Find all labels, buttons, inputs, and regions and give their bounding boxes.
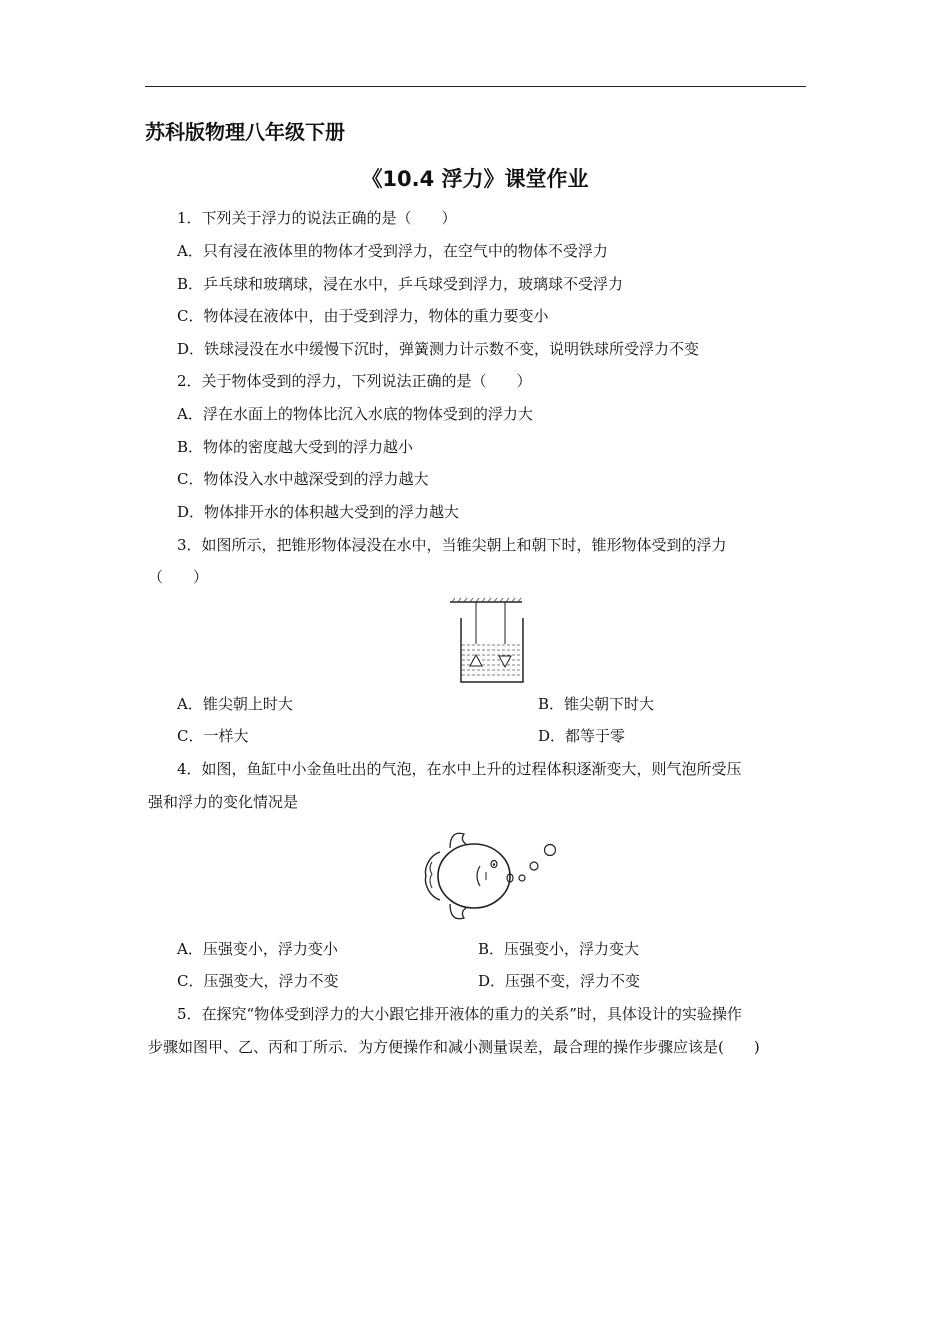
page-title: 《10.4 浮力》课堂作业 bbox=[361, 167, 589, 191]
q4-stem-line1: 4．如图，鱼缸中小金鱼吐出的气泡，在水中上升的过程体积逐渐变大，则气泡所受压 bbox=[177, 760, 742, 778]
q3-option-d[interactable]: D．都等于零 bbox=[538, 727, 626, 745]
q1-option-d[interactable]: D．铁球浸没在水中缓慢下沉时，弹簧测力计示数不变，说明铁球所受浮力不变 bbox=[177, 340, 700, 358]
q1-option-c[interactable]: C．物体浸在液体中，由于受到浮力，物体的重力要变小 bbox=[177, 307, 549, 325]
q4-option-a[interactable]: A．压强变小，浮力变小 bbox=[177, 940, 338, 958]
q3-stem-line1: 3．如图所示，把锥形物体浸没在水中，当锥尖朝上和朝下时，锥形物体受到的浮力 bbox=[177, 536, 727, 554]
q5-stem-line1: 5．在探究“物体受到浮力的大小跟它排开液体的重力的关系”时，具体设计的实验操作 bbox=[177, 1005, 742, 1023]
q2-option-a[interactable]: A．浮在水面上的物体比沉入水底的物体受到的浮力大 bbox=[177, 405, 533, 423]
q3-option-b[interactable]: B．锥尖朝下时大 bbox=[538, 695, 655, 713]
q1-option-b[interactable]: B．乒乓球和玻璃球，浸在水中，乒乓球受到浮力，玻璃球不受浮力 bbox=[177, 275, 624, 293]
q2-option-c[interactable]: C．物体没入水中越深受到的浮力越大 bbox=[177, 470, 429, 488]
q2-stem: 2．关于物体受到的浮力，下列说法正确的是（ ） bbox=[177, 372, 532, 390]
cone-beaker-figure bbox=[446, 598, 526, 684]
q3-option-a[interactable]: A．锥尖朝上时大 bbox=[177, 695, 293, 713]
q1-option-a[interactable]: A．只有浸在液体里的物体才受到浮力，在空气中的物体不受浮力 bbox=[177, 242, 608, 260]
q2-option-b[interactable]: B．物体的密度越大受到的浮力越小 bbox=[177, 438, 414, 456]
q1-stem: 1．下列关于浮力的说法正确的是（ ） bbox=[177, 209, 457, 227]
q4-option-c[interactable]: C．压强变大，浮力不变 bbox=[177, 972, 339, 990]
textbook-subtitle: 苏科版物理八年级下册 bbox=[145, 120, 345, 144]
q5-stem-line2: 步骤如图甲、乙、丙和丁所示．为方便操作和减小测量误差，最合理的操作步骤应该是( ) bbox=[148, 1038, 760, 1056]
header-rule bbox=[145, 86, 806, 87]
q4-option-d[interactable]: D．压强不变，浮力不变 bbox=[478, 972, 641, 990]
q4-stem-line2: 强和浮力的变化情况是 bbox=[148, 793, 299, 811]
fish-bubbles-figure bbox=[420, 826, 560, 926]
q4-option-b[interactable]: B．压强变小，浮力变大 bbox=[478, 940, 640, 958]
q2-option-d[interactable]: D．物体排开水的体积越大受到的浮力越大 bbox=[177, 503, 460, 521]
q3-stem-line2: （ ） bbox=[148, 568, 209, 586]
q3-option-c[interactable]: C．一样大 bbox=[177, 727, 249, 745]
